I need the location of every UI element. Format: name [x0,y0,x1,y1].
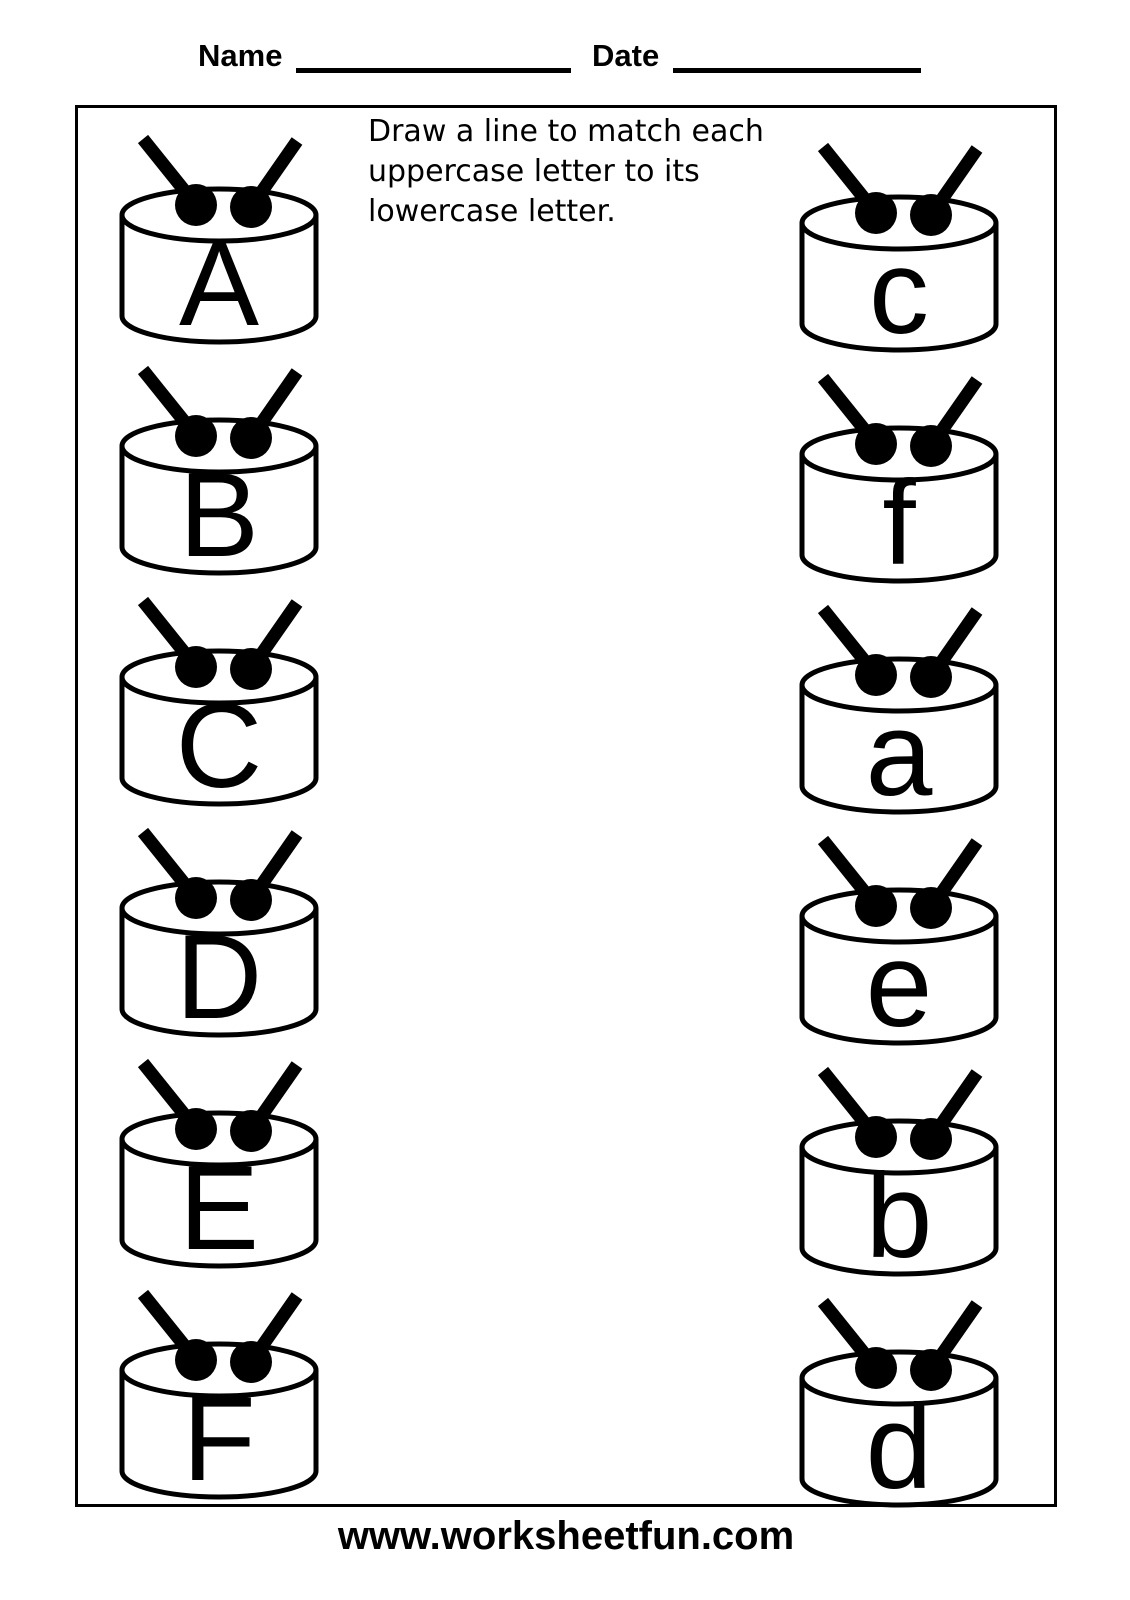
drum-letter: C [175,679,263,813]
drum-letter: e [865,918,933,1052]
drum-letter: f [882,456,916,590]
name-label: Name [198,38,283,73]
uppercase-column [116,131,322,1504]
drum-uppercase-1[interactable] [116,131,322,349]
date-label: Date [592,38,660,73]
drum-lowercase-1[interactable] [796,139,1002,357]
instructions [368,112,808,232]
drum-uppercase-6[interactable] [116,1286,322,1504]
instructions-line-3: lowercase letter. [368,194,616,229]
instructions-line-1: Draw a line to match each [368,114,764,149]
drum-lowercase-2[interactable] [796,370,1002,588]
drum-uppercase-4[interactable] [116,824,322,1042]
drum-letter: D [175,910,263,1044]
drum-lowercase-6[interactable] [796,1294,1002,1512]
instructions-line-2: uppercase letter to its [368,154,700,189]
name-field [198,38,571,73]
drum-letter: d [865,1380,933,1514]
drum-letter: a [865,687,933,821]
date-field [592,38,921,73]
name-blank-line[interactable] [296,38,571,73]
drum-letter: F [182,1372,256,1506]
drum-letter: b [865,1149,933,1283]
drum-uppercase-2[interactable] [116,362,322,580]
drum-lowercase-3[interactable] [796,601,1002,819]
drum-uppercase-3[interactable] [116,593,322,811]
drum-letter: A [178,217,260,351]
drum-uppercase-5[interactable] [116,1055,322,1273]
drum-letter: c [869,225,929,359]
drum-letter: E [178,1141,260,1275]
website-url: www.worksheetfun.com [337,1514,795,1558]
drum-letter: B [178,448,260,582]
drum-lowercase-5[interactable] [796,1063,1002,1281]
drum-lowercase-4[interactable] [796,832,1002,1050]
footer [75,1514,1057,1559]
lowercase-column [796,139,1002,1512]
date-blank-line[interactable] [673,38,921,73]
